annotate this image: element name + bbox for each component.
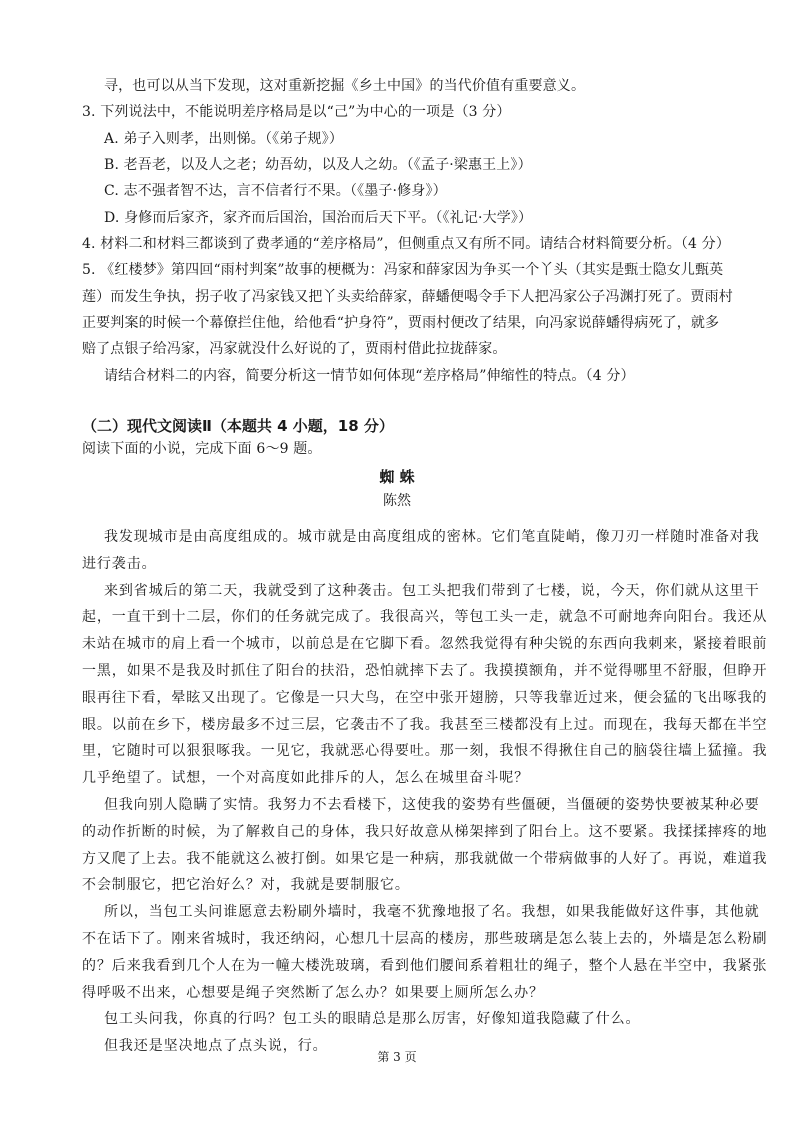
story-line: 一黑，如果不是我及时抓住了阳台的扶沿，恐怕就摔下去了。我摸摸额角，并不觉得哪里不舒服，但睁开 [82,663,768,679]
story-line: 眼。以前在乡下，楼房最多不过三层，它袭击不了我。我甚至三楼都没有上过。而现在，我每天都在半空 [82,717,768,733]
story-line: 的？后来我看到几个人在为一幢大楼洗玻璃，看到他们腰间系着粗壮的绳子，整个人悬在半空中，我紧张 [82,958,768,974]
story-line: 我发现城市是由高度组成的。城市就是由高度组成的密林。它们笔直陡峭，像刀刃一样随时准备对我 [104,529,760,545]
story-line: 起，一直干到十二层，你们的任务就完成了。我很高兴，等包工头一走，就急不可耐地奔向阳台。我还从 [82,609,768,625]
question-line: A. 弟子入则孝，出则悌。（《弟子规》） [104,131,344,147]
page-number: 第 3 页 [377,1050,417,1064]
story-line: 来到省城后的第二天，我就受到了这种袭击。包工头把我们带到了七楼，说，今天，你们就从这里干 [104,583,760,599]
question-line: B. 老吾老，以及人之老；幼吾幼，以及人之幼。（《孟子·梁惠王上》） [104,157,532,173]
section-title: （二）现代文阅读Ⅱ（本题共 4 小题，18 分） [82,417,394,435]
story-line: 但我向别人隐瞒了实情。我努力不去看楼下，这使我的姿势有些僵硬，当僵硬的姿势快要被某种必要 [104,797,760,813]
story-line: 得呼吸不出来，心想要是绳子突然断了怎么办？如果要上厕所怎么办？ [82,985,544,1001]
question-line: 莲）而发生争执，拐子收了冯家钱又把丫头卖给薛家，薛蟠便喝令手下人把冯家公子冯渊打死了。贾雨村 [82,289,733,305]
question-line: 赔了点银子给冯家，冯家就没什么好说的了，贾雨村借此拉拢薛家。 [82,341,507,357]
question-line: 4. 材料二和材料三都谈到了费孝通的“差序格局”，但侧重点又有所不同。请结合材料简要分析。（4 分） [82,236,730,252]
question-line: 请结合材料二的内容，简要分析这一情节如何体现“差序格局”伸缩性的特点。（4 分） [104,368,635,384]
question-line: 寻，也可以从当下发现，这对重新挖掘《乡土中国》的当代价值有重要意义。 [104,78,586,94]
story-line: 但我还是坚决地点了点头说，行。 [104,1038,328,1054]
story-line: 眼再往下看，晕眩又出现了。它像是一只大鸟，在空中张开翅膀，只等我靠近过来，便会猛的飞出啄我的 [82,690,768,706]
question-line: 5. 《红楼梦》第四回“雨村判案”故事的梗概为：冯家和薛家因为争买一个丫头（其实是甄士隐女儿甄英 [82,262,724,278]
question-line: 3. 下列说法中，不能说明差序格局是以“己”为中心的一项是（3 分） [82,104,511,120]
question-line: 正要判案的时候一个幕僚拦住他，给他看“护身符”，贾雨村便改了结果，向冯家说薛蟠得病死了，就多 [82,315,720,331]
story-line: 进行袭击。 [82,556,157,572]
question-line: D. 身修而后家齐，家齐而后国治，国治而后天下平。（《礼记·大学》） [104,210,533,226]
story-line: 不会制服它，把它治好么？对，我就是要制服它。 [82,877,410,893]
question-line: C. 志不强者智不达，言不信者行不果。（《墨子·修身》） [104,183,447,199]
story-line: 包工头问我，你真的行吗？包工头的眼睛总是那么厉害，好像知道我隐藏了什么。 [104,1011,641,1027]
section-instruction: 阅读下面的小说，完成下面 6～9 题。 [82,441,322,457]
story-line: 几乎绝望了。试想，一个对高度如此排斥的人，怎么在城里奋斗呢？ [82,770,529,786]
story-line: 不在话下了。刚来省城时，我还纳闷，心想几十层高的楼房，那些玻璃是怎么装上去的，外墙是怎么粉刷 [82,931,768,947]
story-line: 的动作折断的时候，为了解救自己的身体，我只好故意从梯架摔到了阳台上。这不要紧。我揉揉摔疼的地 [82,824,768,840]
story-line: 方又爬了上去。我不能就这么被打倒。如果它是一种病，那我就做一个带病做事的人好了。再说，难道我 [82,851,768,867]
story-line: 未站在城市的肩上看一个城市，以前总是在它脚下看。忽然我觉得有种尖锐的东西向我刺来，紧接着眼前 [82,636,768,652]
story-line: 里，它随时可以狠狠啄我。一见它，我就恶心得要吐。那一刻，我恨不得揪住自己的脑袋往墙上猛撞。我 [82,743,768,759]
story-line: 所以，当包工头问谁愿意去粉刷外墙时，我毫不犹豫地报了名。我想，如果我能做好这件事，其他就 [104,904,760,920]
story-author: 陈然 [383,493,411,509]
story-title: 蜘 蛛 [379,468,415,486]
